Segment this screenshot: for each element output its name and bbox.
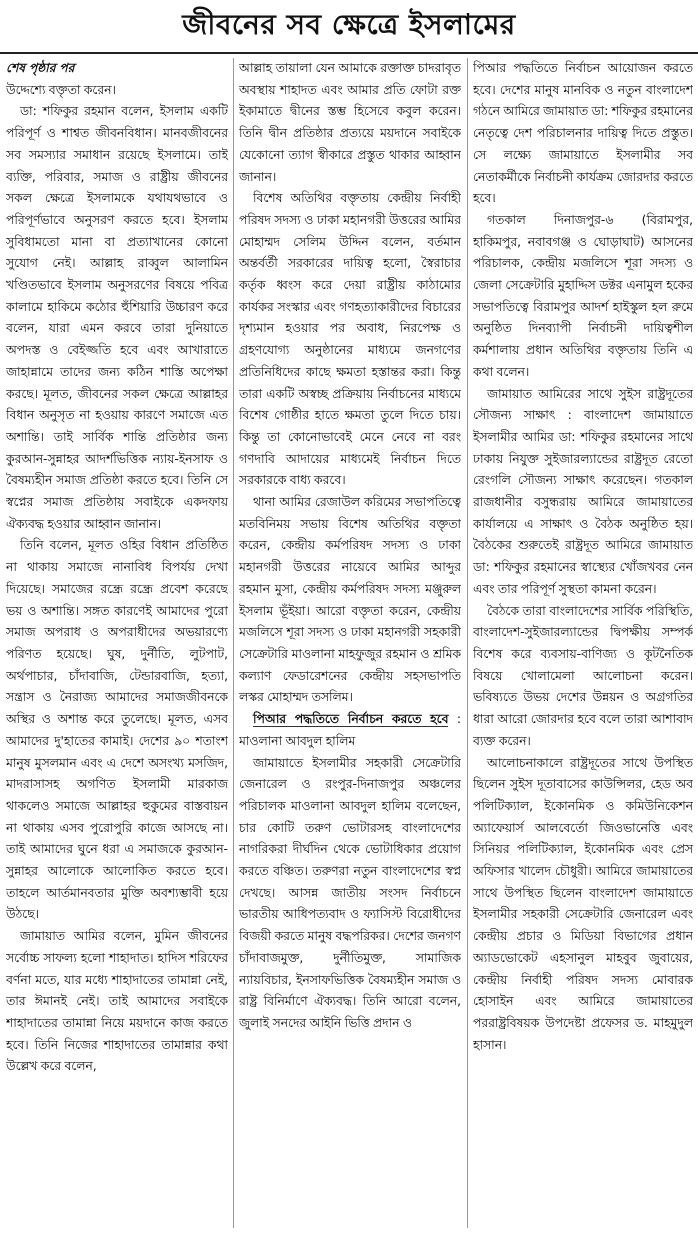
paragraph: বৈঠকে তারা বাংলাদেশের সার্বিক পরিস্থিতি, বাংলাদেশ-সুইজারল্যান্ডের দ্বিপক্ষীয় সম্পর্ক বিশেষ করে ব্যবসায়-বাণিজ্য ও কূটনৈতিক বিষয়ে খোলামেলা আলোচনা করেন। ভবিষ্যতে উভয় দেশের উন্নয়ন ও অগ্রগতির ধারা আরো জোরদার হবে বলে তারা আশাবাদ ব্যক্ত করেন। [473,603,693,748]
paragraph: উদ্দেশ্যে বক্তৃতা করেন। [6,82,116,97]
article-column-2 [239,58,461,1228]
paragraph: জামায়াতে ইসলামীর সহকারী সেক্রেটারি জেনারেল ও রংপুর-দিনাজপুর অঞ্চলের পরিচালক মাওলানা আবদুল হালিম বলেছেন, চার কোটি তরুণ ভোটারসহ বাংলাদেশের নাগরিকরা দীর্ঘদিন থেকে ভোটাধিকার প্রয়োগ করতে বঞ্চিত। তরুণরা নতুন বাংলাদেশের স্বপ্ন দেখছে। আসন্ন জাতীয় সংসদ নির্বাচনে ভারতীয় আধিপত্যবাদ ও ফ্যাসিস্ট বিরোধীদের বিজয়ী করতে মানুষ বদ্ধপরিকর। দেশের জনগণ চাঁদাবাজমুক্ত, দুর্নীতিমুক্ত, সামাজিক ন্যায়বিচার, ইনসাফভিত্তিক বৈষম্যহীন সমাজ ও রাষ্ট্র বিনির্মাণে ঐক্যবদ্ধ। তিনি আরো বলেন, জুলাই সনদের আইনি ভিত্তি প্রদান ও [239,755,461,1030]
column-divider-2 [467,58,468,1228]
paragraph: আল্লাহ তায়ালা যেন আমাকে রক্তাক্ত চাদরাবৃত অবস্থায় শাহাদত এবং আমার প্রতি ফোটা রক্ত ইকামাতে দ্বীনের স্তম্ভ হিসেবে কবুল করেন। তিনি দ্বীন প্রতিষ্ঠার প্রত্যয়ে ময়দানে সবাইকে যেকোনো ত্যাগ স্বীকারে প্রস্তুত থাকার আহ্বান জানান। [239,61,461,184]
article-column-3 [473,58,693,1228]
paragraph: জামায়াত আমিরের সাথে সুইস রাষ্ট্রদূতের সৌজন্য সাক্ষাৎ : বাংলাদেশ জামায়াতে ইসলামীর আমির ডা: শফিকুর রহমানের সাথে ঢাকায় নিযুক্ত সুইজারল্যান্ডের রাষ্ট্রদূত রেতো রেংগলি সৌজন্য সাক্ষাৎ করেছেন। গতকাল রাজধানীর বসুন্ধরায় আমিরে জামায়াতের কার্যালয়ে এ সাক্ষাৎ ও বৈঠক অনুষ্ঠিত হয়। বৈঠকের শুরুতেই রাষ্ট্রদূত আমিরে জামায়াত ডা: শফিকুর রহমানের স্বাস্থ্যের খোঁজখবর নেন এবং তার পরিপূর্ণ সুস্থতা কামনা করেন। [473,386,693,596]
continuation-kicker: শেষ পৃষ্ঠার পর [6,61,75,75]
subheading-title: পিআর পদ্ধতিতে নির্বাচন করতে হবে [253,712,449,727]
paragraph: গতকাল দিনাজপুর-৬ (বিরামপুর, হাকিমপুর, নবাবগঞ্জ ও ঘোড়াঘাট) আসনের পরিচালক, কেন্দ্রীয় মজলিসে শূরা সদস্য ও জেলা সেক্রেটারি মুহাদ্দিস ডক্টর এনামুল হকের সভাপতিত্বে বিরামপুর আদর্শ হাইস্কুল হল রুমে অনুষ্ঠিত দিনব্যাপী নির্বাচনী দায়িত্বশীল কর্মশালায় প্রধান অতিথির বক্তৃতায় তিনি এ কথা বলেন। [473,212,693,379]
subheading-byline: : মাওলানা আবদুল হালিম [239,712,461,748]
paragraph: জামায়াত আমির বলেন, মুমিন জীবনের সর্বোচ্চ সাফল্য হলো শাহাদাত। হাদিস শরিফের বর্ণনা মতে, যার মধ্যে শাহাদাতের তামান্না নেই, তার ঈমানই নেই। তাই আমাদের সবাইকে শাহাদাতের তামান্না নিয়ে ময়দানে কাজ করতে হবে। তিনি নিজের শাহাদাতের তামান্নার কথা উল্লেখ করে বলেন, [6,929,228,1074]
column-divider-1 [233,58,234,1228]
paragraph: তিনি বলেন, মূলত ওহির বিধান প্রতিষ্ঠিত না থাকায় সমাজে নানাবিধ বিপর্যয় দেখা দিয়েছে। সমাজের রন্ধ্রে রন্ধ্রে প্রবেশ করেছে ভয় ও অশান্তি। সঙ্গত কারণেই আমাদের পুরো সমাজ অপরাধ ও অপরাধীদের অভয়ারণ্যে পরিণত হয়েছে। ঘুষ, দুর্নীতি, লুটপাট, অর্থপাচার, চাঁদাবাজি, টেন্ডারবাজি, হত্যা, সন্ত্রাস ও নৈরাজ্য আমাদের সমাজজীবনকে অস্থির ও অশান্ত করে তুলেছে। মূলত, এসব আমাদের দু'হাতের কামাই। দেশের ৯০ শতাংশ মানুষ মুসলমান এবং এ দেশে অসংখ্য মসজিদ, মাদরাসাসহ অগণিত ইসলামী মারকাজ থাকলেও সমাজে আল্লাহর হুকুমের বাস্তবায়ন না থাকায় এসব পুরোপুরি কাজে আসছে না। তাই আমাদের ঘুনে ধরা এ সমাজকে কুরআন-সুন্নাহর আলোকে আলোকিত করতে হবে। তাহলে আর্তমানবতার মুক্তি অবশ্যম্ভাবী হয়ে উঠছে। [6,538,228,922]
paragraph: বিশেষ অতিথির বক্তৃতায় কেন্দ্রীয় নির্বাহী পরিষদ সদস্য ও ঢাকা মহানগরী উত্তরের আমির মোহাম্মদ সেলিম উদ্দিন বলেন, বর্তমান অন্তর্বর্তী সরকারের দায়িত্ব হলো, স্বৈরাচার কর্তৃক ধ্বংস করে দেয়া রাষ্ট্রীয় কাঠামোর কার্যকর সংস্কার এবং গণহত্যাকারীদের বিচারের দৃশ্যমান হওয়ার পর অবাধ, নিরপেক্ষ ও গ্রহণযোগ্য অনুষ্ঠানের মাধ্যমে জনগণের প্রতিনিধিদের কাছে ক্ষমতা হস্তান্তর করা। কিন্তু তারা একটি অস্বচ্ছ প্রক্রিয়ায় নির্বাচনের মাধ্যমে বিশেষ গোষ্ঠীর হাতে ক্ষমতা তুলে দিতে চায়। কিন্তু তা কোনোভাবেই মেনে নেবে না বরং গণদাবি আদায়ের মাধ্যমেই নির্বাচন দিতে সরকারকে বাধ্য করবে। [239,191,461,488]
paragraph: আলোচনাকালে রাষ্ট্রদূতের সাথে উপস্থিত ছিলেন সুইস দূতাবাসের কাউন্সিলর, হেড অব পলিটিক্যাল, ইকোনমিক ও কমিউনিকেশন অ্যাফেয়ার্স আলবের্তো জিওভানেত্তি এবং সিনিয়র পলিটিক্যাল, ইকোনমিক এবং প্রেস অফিসার খালেদ চৌধুরী। আমিরে জামায়াতের সাথে উপস্থিত ছিলেন বাংলাদেশ জামায়াতে ইসলামীর সহকারী সেক্রেটারি জেনারেল এবং কেন্দ্রীয় প্রচার ও মিডিয়া বিভাগের প্রধান অ্যাডভোকেট এহসানুল মাহবুব জুবায়ের, কেন্দ্রীয় নির্বাহী পরিষদ সদস্য মোবারক হোসাইন এবং আমিরে জামায়াতের পররাষ্ট্রবিষয়ক উপদেষ্টা প্রফেসর ড. মাহমুদুল হাসান। [473,755,693,1052]
paragraph: ডা: শফিকুর রহমান বলেন, ইসলাম একটি পরিপূর্ণ ও শাশ্বত জীবনবিধান। মানবজীবনের সব সমস্যার সমাধান রয়েছে ইসলামে। তাই ব্যক্তি, পরিবার, সমাজ ও রাষ্ট্রীয় জীবনের সকল ক্ষেত্রে ইসলামকে যথাযথভাবে ও পরিপূর্ণভাবে অনুসরণ করতে হবে। ইসলাম সুবিধামতো মানা বা প্রত্যাখানের কোনো সুযোগ নেই। আল্লাহ রাব্বুল আলামিন খণ্ডিতভাবে ইসলাম অনুসরণের বিষয়ে পবিত্র কালামে হাকিমে কঠোর হুঁশিয়ারি উচ্চারণ করে বলেন, যারা এমন করবে তারা দুনিয়াতে অপদস্ত ও বেইজ্জতি হবে এবং আখারাতে জাহান্নামে তাদের জন্য কঠিন শাস্তি অপেক্ষা করছে। মূলত, জীবনের সকল ক্ষেত্রে আল্লাহর বিধান অনুসৃত না হওয়ায় কারণে সমাজে এত অশান্তি। তাই সার্বিক শান্তি প্রতিষ্ঠার জন্য কুরআন-সুন্নাহর আদর্শভিত্তিক ন্যায়-ইনসাফ ও বৈষম্যহীন সমাজ প্রতিষ্ঠা করতে হবে। তিনি সে স্বপ্নের সমাজ প্রতিষ্ঠায় সবাইকে একদফায় ঐক্যবদ্ধ হওয়ার আহ্বান জানান। [6,104,228,531]
headline [0,0,698,54]
subheading [239,709,461,752]
paragraph: পিআর পদ্ধতিতে নির্বাচন আয়োজন করতে হবে। দেশের মানুষ মানবিক ও নতুন বাংলাদেশ গঠনে আমিরে জামায়াত ডা: শফিকুর রহমানের নেতৃত্বে দেশ পরিচালনার দায়িত্ব দিতে প্রস্তুত। সে লক্ষ্যে জামায়াতে ইসলামীর সব নেতাকর্মীকে নির্বাচনী কার্যক্রম জোরদার করতে হবে। [473,61,693,206]
headline-text: জীবনের সব ক্ষেত্রে ইসলামের [182,7,516,41]
article-column-1 [6,58,228,1228]
paragraph: থানা আমির রেজাউল করিমের সভাপতিত্বে মতবিনিময় সভায় বিশেষ অতিথির বক্তৃতা করেন, কেন্দ্রীয় কর্মপরিষদ সদস্য ও ঢাকা মহানগরী উত্তরের নায়েবে আমির আব্দুর রহমান মুসা, কেন্দ্রীয় কর্মপরিষদ সদস্য মঞ্জুরুল ইসলাম ভূঁইয়া। আরো বক্তৃতা করেন, কেন্দ্রীয় মজলিসে শূরা সদস্য ও ঢাকা মহানগরী সহকারী সেক্রেটারি মাওলানা মাহফুজুর রহমান ও শ্রমিক কল্যাণ ফেডারেশনের কেন্দ্রীয় সহসভাপতি লস্কর মোহাম্মদ তসলিম। [239,495,461,705]
